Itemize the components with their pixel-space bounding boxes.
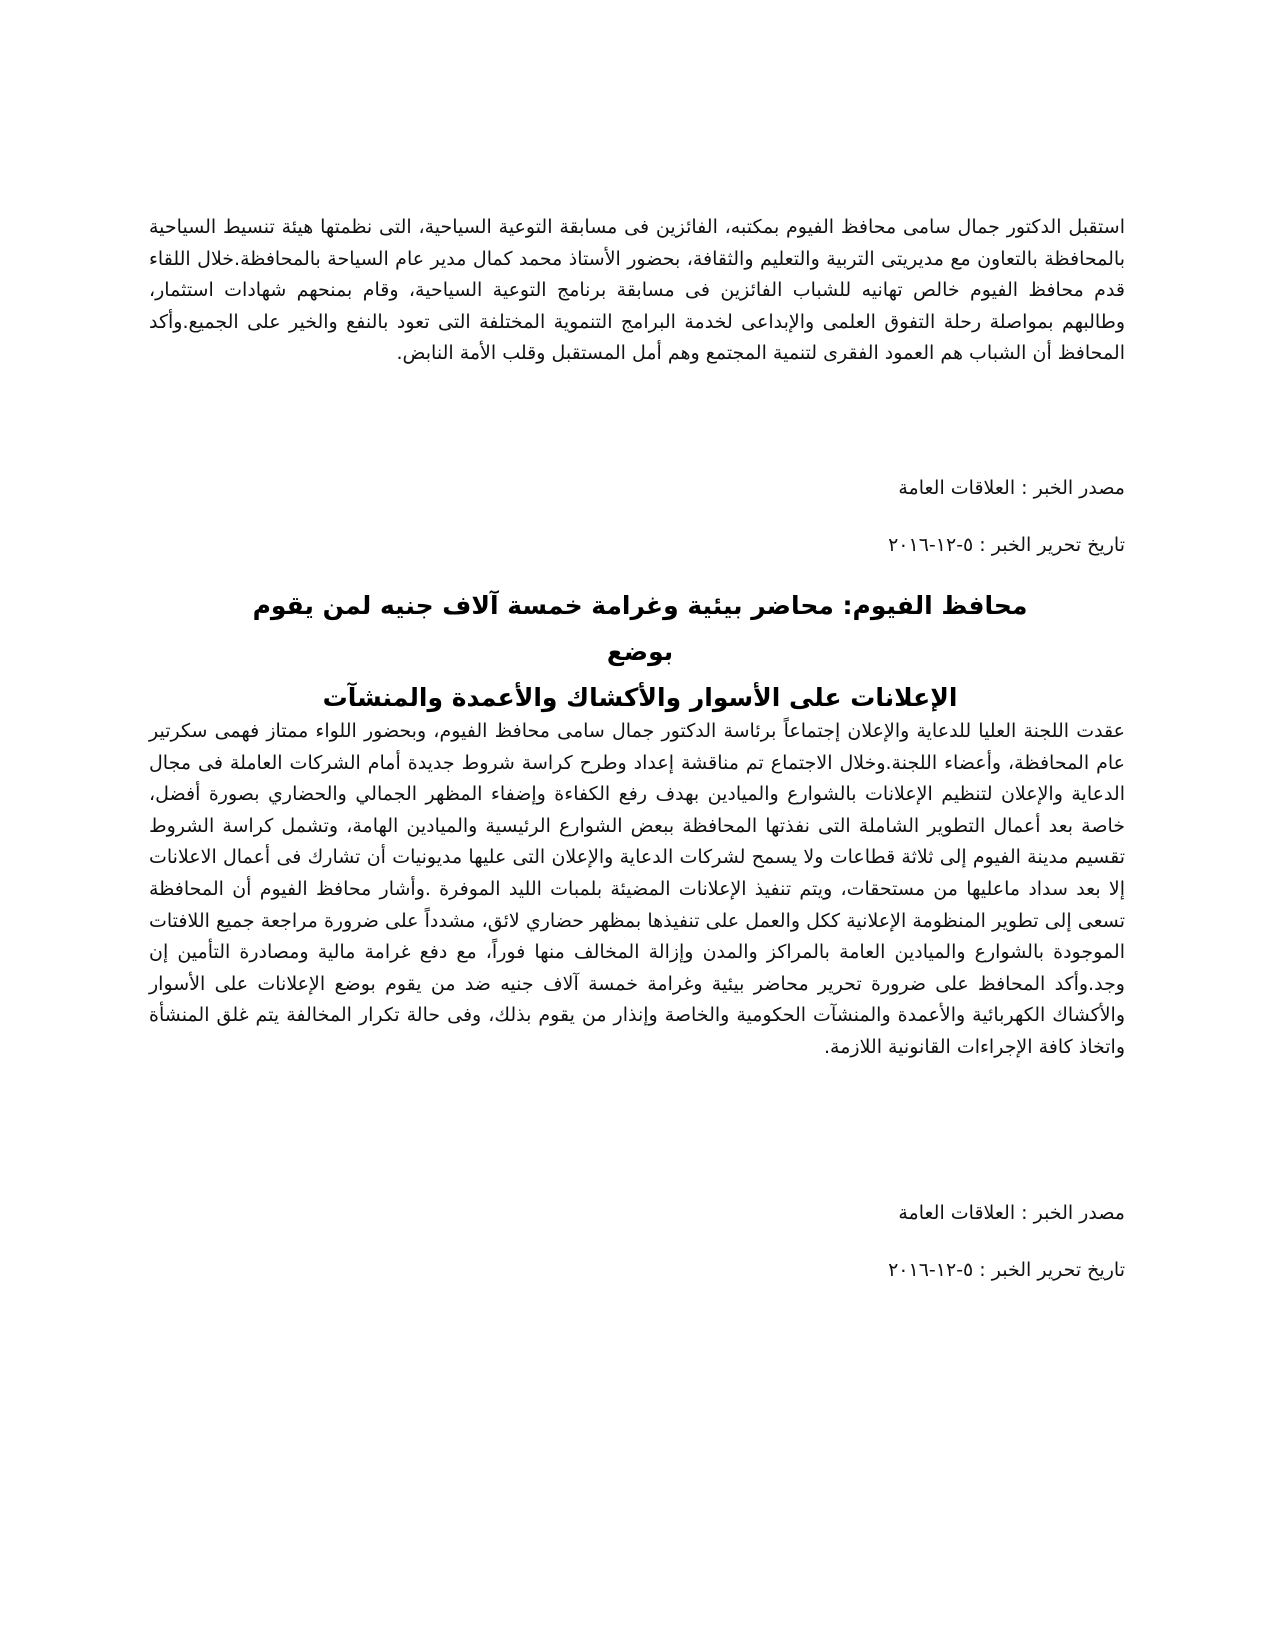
article-2-title-line-2: الإعلانات على الأسوار والأكشاك والأعمدة والمنشآت bbox=[322, 683, 958, 712]
article-1-source: مصدر الخبر : العلاقات العامة bbox=[898, 477, 1125, 499]
article-1-body: استقبل الدكتور جمال سامى محافظ الفيوم بمكتبه، الفائزين فى مسابقة التوعية السياحية، التى نظمتها هيئة تنسيط السياحية بالمحافظة بالتعاون مع مديريتى التربية والتعليم والثقافة، بحضور الأستاذ محمد كمال مدير عام السياحة بالمحافظة.خلال اللقاء قدم محافظ الفيوم خالص تهانيه للشباب الفائزين فى مسابقة برنامج التوعية السياحية، وقام بمنحهم شهادات استثمار، وطالبهم بمواصلة رحلة التفوق العلمى والإبداعى لخدمة البرامج التنموية المختلفة التى تعود بالنفع والخير على الجميع.وأكد المحافظ أن الشباب هم العمود الفقرى لتنمية المجتمع وهم أمل المستقبل وقلب الأمة النابض. bbox=[149, 216, 1125, 365]
article-2-title bbox=[220, 583, 1060, 721]
article-1-source-block bbox=[149, 474, 1125, 502]
article-1-body-block bbox=[149, 212, 1125, 370]
article-2-source-block bbox=[149, 1199, 1125, 1227]
article-2-title-line-1: محافظ الفيوم: محاضر بيئية وغرامة خمسة آلاف جنيه لمن يقوم بوضع bbox=[252, 591, 1028, 666]
article-2-body: عقدت اللجنة العليا للدعاية والإعلان إجتماعاً برئاسة الدكتور جمال سامى محافظ الفيوم، وبحضور اللواء ممتاز فهمى سكرتير عام المحافظة، وأعضاء اللجنة.وخلال الاجتماع تم مناقشة إعداد وطرح كراسة شروط جديدة أمام الشركات العاملة فى مجال الدعاية والإعلان لتنظيم الإعلانات بالشوارع والميادين بهدف رفع الكفاءة وإضفاء المظهر الجمالي والحضاري بصورة أفضل، خاصة بعد أعمال التطوير الشاملة التى نفذتها المحافظة ببعض الشوارع الرئيسية والميادين الهامة، وتشمل كراسة الشروط تقسيم مدينة الفيوم إلى ثلاثة قطاعات ولا يسمح لشركات الدعاية والإعلان التى عليها مديونيات أن تشارك فى أعمال الاعلانات إلا بعد سداد ماعليها من مستحقات، ويتم تنفيذ الإعلانات المضيئة بلمبات الليد الموفرة .وأشار محافظ الفيوم أن المحافظة تسعى إلى تطوير المنظومة الإعلانية ككل والعمل على تنفيذها بمظهر حضاري لائق، مشدداً على ضرورة مراجعة جميع اللافتات الموجودة بالشوارع والميادين العامة بالمراكز والمدن وإزالة المخالف منها فوراً، مع دفع غرامة مالية ومصادرة التأمين إن وجد.وأكد المحافظ على ضرورة تحرير محاضر بيئية وغرامة خمسة آلاف جنيه ضد من يقوم بوضع الإعلانات على الأسوار والأكشاك الكهربائية والأعمدة والمنشآت الحكومية والخاصة وإنذار من يقوم بذلك، وفى حالة تكرار المخالفة يتم غلق المنشأة واتخاذ كافة الإجراءات القانونية اللازمة. bbox=[149, 720, 1125, 1058]
article-2-date-block bbox=[149, 1256, 1125, 1284]
article-2-source: مصدر الخبر : العلاقات العامة bbox=[898, 1202, 1125, 1224]
article-1-date: تاريخ تحرير الخبر : ٥-١٢-٢٠١٦ bbox=[888, 534, 1125, 556]
article-1-date-block bbox=[149, 531, 1125, 559]
article-2-date: تاريخ تحرير الخبر : ٥-١٢-٢٠١٦ bbox=[888, 1259, 1125, 1281]
article-2-body-block bbox=[149, 716, 1125, 1064]
